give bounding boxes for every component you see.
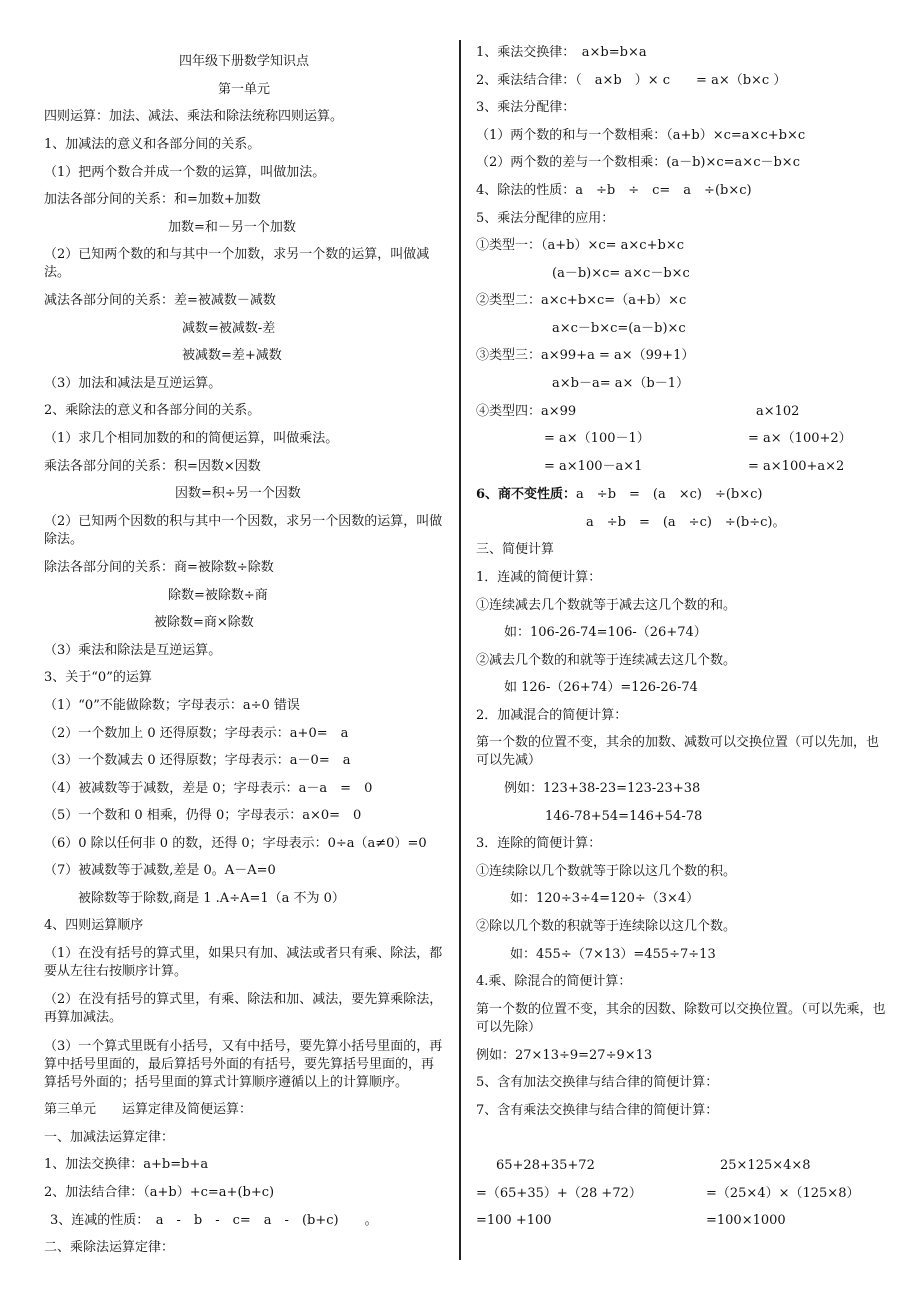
zero-rule-3: （3）一个数减去 0 还得原数；字母表示：a－0= a [44, 753, 351, 768]
example-mul-line2: =（25×4）×（125×8） [706, 1186, 860, 1201]
mixed-mul-div-rule: 第一个数的位置不变，其余的因数、除数可以交换位置。（可以先乘，也可以先除） [476, 1002, 886, 1035]
division-relation-2: 除数=被除数÷商 [168, 588, 268, 603]
quotient-property [476, 486, 763, 504]
subtraction-definition: （2）已知两个数的和与其中一个加数，求另一个数的运算，叫做减法。 [44, 247, 430, 280]
zero-rule-6: （6）0 除以任何非 0 的数，还得 0；字母表示：0÷a（a≠0）=0 [44, 836, 427, 851]
multiplication-relation-2: 因数=积÷另一个因数 [175, 486, 301, 501]
four-operations-definition: 四则运算：加法、减法、乘法和除法统称四则运算。 [44, 109, 344, 124]
type1-line2: (a－b)×c= a×c－b×c [552, 266, 690, 281]
type4-line1: ④类型四：a×99 [476, 404, 577, 419]
subtraction-relation-3: 被减数=差+减数 [182, 348, 282, 363]
multiplication-laws-calc-heading: 7、含有乘法交换律与结合律的简便计算： [476, 1103, 719, 1118]
division-property: 4、除法的性质：a ÷b ÷ c= a ÷(b×c) [476, 183, 752, 198]
type3-line2: a×b－a= a×（b－1） [552, 376, 689, 391]
addition-commutative-law: 1、加法交换律：a+b=b+a [44, 1157, 209, 1172]
continuous-division-example-2: 如：455÷（7×13）=455÷7÷13 [510, 947, 716, 962]
mixed-add-sub-heading: 2．加减混合的简便计算： [476, 708, 628, 723]
type4-right-line1: a×102 [756, 404, 800, 419]
type2-line2: a×c－b×c=(a－b)×c [552, 321, 686, 336]
multiplication-commutative-law: 1、乘法交换律： a×b=b×a [476, 45, 647, 60]
division-relation: 除法各部分间的关系：商=被除数÷除数 [44, 560, 274, 575]
column-divider [459, 40, 461, 1260]
zero-rule-8: 被除数等于除数,商是 1 .A÷A=1（a 不为 0） [78, 891, 345, 906]
quotient-property-label: 6、商不变性质： [476, 487, 577, 502]
distributive-difference: （2）两个数的差与一个数相乘：(a－b)×c=a×c－b×c [476, 155, 800, 170]
zero-rule-2: （2）一个数加上 0 还得原数；字母表示：a+0= a [44, 726, 349, 741]
addition-definition: （1）把两个数合并成一个数的运算，叫做加法。 [44, 165, 326, 180]
order-rule-3: （3）一个算式里既有小括号，又有中括号，要先算小括号里面的，再算中括号里面的，最后算括号外面的有括号，要先算括号里面的，再算括号外面的；括号里面的算式计算顺序遵循以上的计算顺序。 [44, 1039, 443, 1090]
example-add-line3: =100 +100 [476, 1213, 552, 1228]
example-mul-line1: 25×125×4×8 [720, 1158, 811, 1173]
add-sub-inverse: （3）加法和减法是互逆运算。 [44, 376, 222, 391]
document-title: 四年级下册数学知识点 [178, 54, 309, 69]
division-relation-3: 被除数=商×除数 [154, 615, 254, 630]
subtraction-relation: 减法各部分间的关系：差=被减数－减数 [44, 293, 276, 308]
continuous-division-rule-1: ①连续除以几个数就等于除以这几个数的积。 [476, 864, 737, 879]
zero-rule-4: （4）被减数等于减数，差是 0；字母表示：a－a = 0 [44, 781, 373, 796]
type4-line2: = a×（100－1） [544, 431, 650, 446]
zero-rule-1: （1）“0”不能做除数；字母表示：a÷0 错误 [44, 698, 300, 713]
mixed-add-sub-example-2: 146-78+54=146+54-78 [545, 809, 703, 824]
division-definition: （2）已知两个因数的积与其中一个因数，求另一个因数的运算，叫做除法。 [44, 514, 443, 547]
order-rule-2: （2）在没有括号的算式里，有乘、除法和加、减法，要先算乘除法，再算加减法。 [44, 992, 443, 1025]
continuous-subtraction-rule-1: ①连续减去几个数就等于减去这几个数的和。 [476, 598, 737, 613]
quotient-property-formula-1: a ÷b = (a ×c) ÷(b×c) [576, 487, 763, 502]
addition-relation-2: 加数=和－另一个加数 [168, 220, 296, 235]
type4-right-line3: = a×100+a×2 [748, 459, 845, 474]
mixed-add-sub-rule: 第一个数的位置不变，其余的加数、减数可以交换位置（可以先加，也可以先减） [476, 735, 880, 768]
section1-heading: 1、加减法的意义和各部分间的关系。 [44, 137, 261, 152]
mixed-mul-div-heading: 4.乘、除混合的简便计算： [476, 974, 632, 989]
multiplication-associative-law: 2、乘法结合律：（ a×b ）× c = a×（b×c ） [476, 73, 787, 88]
mixed-add-sub-example-1: 例如：123+38-23=123-23+38 [504, 781, 701, 796]
continuous-subtraction-heading: 1．连减的简便计算： [476, 570, 602, 585]
addition-associative-law: 2、加法结合律：（a+b）+c=a+(b+c) [44, 1185, 275, 1200]
multiplication-relation: 乘法各部分间的关系：积=因数×因数 [44, 459, 261, 474]
type4-line3: = a×100－a×1 [544, 459, 643, 474]
continuous-subtraction-rule-2: ②减去几个数的和就等于连续减去这几个数。 [476, 653, 737, 668]
continuous-division-heading: 3．连除的简便计算： [476, 836, 602, 851]
zero-rule-7: （7）被减数等于减数,差是 0。A－A=0 [44, 863, 276, 878]
section2-heading: 2、乘除法的意义和各部分间的关系。 [44, 403, 261, 418]
type1-line1: ①类型一：（a+b）×c= a×c+b×c [476, 238, 684, 253]
mul-div-inverse: （3）乘法和除法是互逆运算。 [44, 643, 222, 658]
add-sub-laws-heading: 一、加减法运算定律： [44, 1130, 175, 1145]
mixed-mul-div-example: 例如：27×13÷9=27÷9×13 [476, 1048, 653, 1063]
multiplication-definition: （1）求几个相同加数的和的简便运算，叫做乘法。 [44, 431, 339, 446]
subtraction-relation-2: 减数=被减数-差 [182, 321, 276, 336]
zero-rule-5: （5）一个数和 0 相乘，仍得 0；字母表示：a×0= 0 [44, 808, 362, 823]
example-add-line2: =（65+35）+（28 +72） [476, 1186, 642, 1201]
type3-line1: ③类型三：a×99+a = a×（99+1） [476, 348, 695, 363]
example-add-line1: 65+28+35+72 [496, 1158, 595, 1173]
continuous-division-rule-2: ②除以几个数的积就等于连续除以这几个数。 [476, 919, 737, 934]
unit3-heading: 第三单元 运算定律及简便运算： [44, 1102, 253, 1117]
type2-line1: ②类型二：a×c+b×c=（a+b）×c [476, 293, 687, 308]
subtraction-property: 3、连减的性质： a - b - c= a - (b+c) 。 [50, 1213, 378, 1228]
example-mul-line3: =100×1000 [706, 1213, 786, 1228]
section4-heading: 4、四则运算顺序 [44, 918, 144, 933]
type4-right-line2: = a×（100+2） [748, 431, 852, 446]
quotient-property-formula-2: a ÷b = (a ÷c) ÷(b÷c)。 [586, 515, 786, 530]
unit1-heading: 第一单元 [217, 82, 270, 97]
addition-relation: 加法各部分间的关系：和=加数+加数 [44, 192, 261, 207]
continuous-subtraction-example-2: 如 126-（26+74）=126-26-74 [504, 680, 698, 695]
continuous-subtraction-example-1: 如：106-26-74=106-（26+74） [504, 625, 707, 640]
addition-laws-calc-heading: 5、含有加法交换律与结合律的简便计算： [476, 1075, 719, 1090]
section3-heading: 3、关于“0”的运算 [44, 670, 152, 685]
distributive-sum: （1）两个数的和与一个数相乘：（a+b）×c=a×c+b×c [476, 128, 806, 143]
simple-calc-heading: 三、简便计算 [476, 542, 555, 557]
continuous-division-example-1: 如：120÷3÷4=120÷（3×4） [510, 891, 700, 906]
order-rule-1: （1）在没有括号的算式里，如果只有加、减法或者只有乘、除法，都要从左往右按顺序计算。 [44, 946, 443, 979]
mul-div-laws-heading: 二、乘除法运算定律： [44, 1240, 175, 1255]
distributive-application: 5、乘法分配律的应用： [476, 211, 615, 226]
multiplication-distributive-law: 3、乘法分配律： [476, 100, 576, 115]
